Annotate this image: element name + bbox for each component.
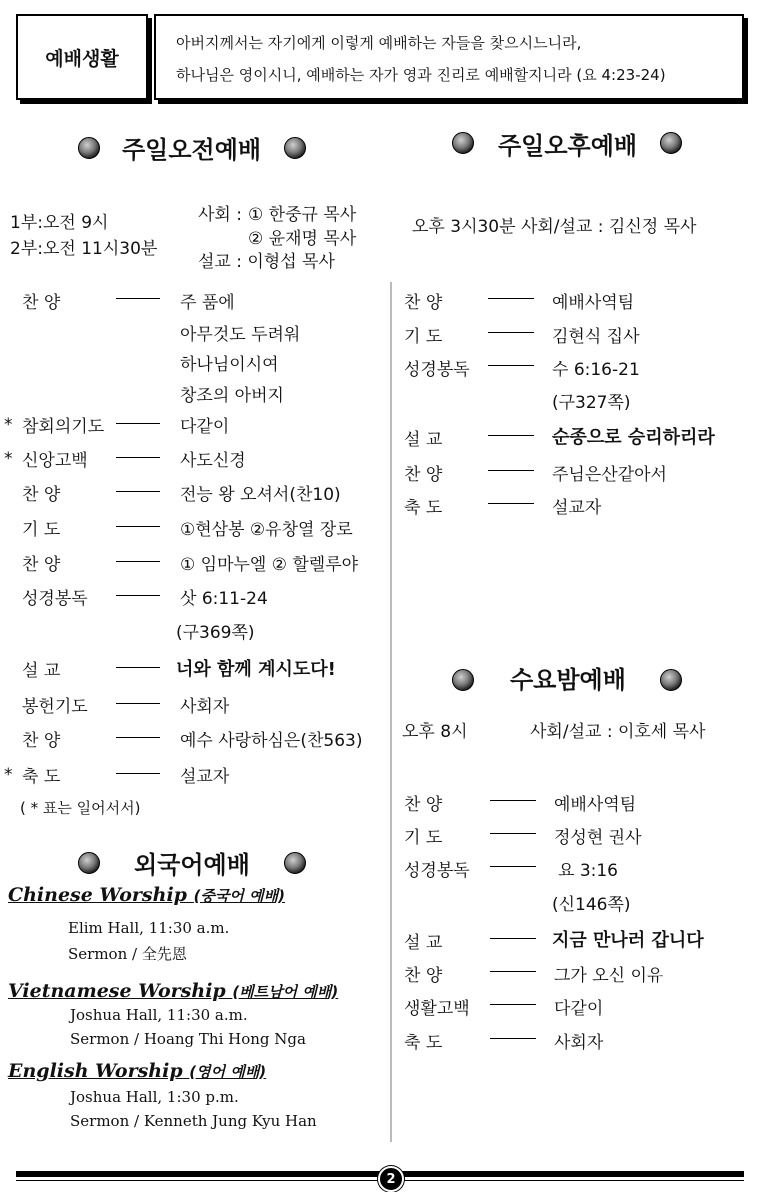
worship-name: English Worship <box>8 1060 183 1082</box>
order-dash <box>490 1004 536 1005</box>
preacher: 설교 : 이형섭 목사 <box>198 252 335 272</box>
bullet-ball-icon <box>452 669 474 691</box>
order-label: 설 교 <box>404 430 443 450</box>
order-value: (구369쪽) <box>176 623 255 643</box>
order-dash <box>116 561 160 562</box>
worship-name: Chinese Worship <box>8 884 187 906</box>
order-value: 사회자 <box>180 697 230 717</box>
order-value: 예수 사랑하심은(찬563) <box>180 731 363 751</box>
order-value: 사회자 <box>554 1033 604 1053</box>
order-label: 찬 양 <box>22 293 61 313</box>
order-dash <box>488 470 534 471</box>
order-label: 설 교 <box>404 933 443 953</box>
order-dash <box>116 773 160 774</box>
column-divider <box>390 282 392 1142</box>
sermon-title: 너와 함께 계시도다! <box>176 659 336 680</box>
bullet-ball-icon <box>284 137 306 159</box>
order-value: 요 3:16 <box>558 861 619 881</box>
worship-preacher: Sermon / Kenneth Jung Kyu Han <box>70 1112 317 1130</box>
standing-note: ( * 표는 일어서서) <box>20 799 141 817</box>
order-label: 찬 양 <box>22 731 61 751</box>
presider-2: ② 윤재명 목사 <box>248 229 357 249</box>
order-star: * <box>4 449 13 469</box>
worship-heading <box>8 980 338 1002</box>
order-label: 성경봉독 <box>404 861 470 881</box>
service-time-1: 1부:오전 9시 <box>10 213 109 233</box>
order-dash <box>488 503 534 504</box>
worship-location: Joshua Hall, 11:30 a.m. <box>70 1006 248 1024</box>
bullet-ball-icon <box>452 132 474 154</box>
bullet-ball-icon <box>660 669 682 691</box>
order-dash <box>490 866 536 867</box>
order-dash <box>116 667 160 668</box>
order-value: 김현식 집사 <box>552 327 640 347</box>
order-value: 주님은산같아서 <box>552 465 667 485</box>
order-value: 예배사역팀 <box>554 795 637 815</box>
order-dash <box>116 298 160 299</box>
order-label: 신앙고백 <box>22 451 88 471</box>
order-label: 봉헌기도 <box>22 697 88 717</box>
section-label: 예배생활 <box>16 14 148 100</box>
page-number: 2 <box>378 1166 404 1192</box>
order-value: ①현삼봉 ②유창열 장로 <box>180 520 353 540</box>
worship-location: Joshua Hall, 1:30 p.m. <box>70 1088 239 1106</box>
order-value: 하나님이시여 <box>180 355 279 375</box>
order-dash <box>116 526 160 527</box>
order-dash <box>490 833 536 834</box>
bullet-ball-icon <box>284 852 306 874</box>
wednesday-title: 수요밤예배 <box>510 666 626 694</box>
scripture-box <box>154 14 744 100</box>
order-value: 사도신경 <box>180 451 246 471</box>
order-dash <box>116 457 160 458</box>
order-label: 찬 양 <box>404 966 443 986</box>
order-value: 주 품에 <box>180 293 235 313</box>
order-value: 아무것도 두려워 <box>180 325 301 345</box>
order-dash <box>488 365 534 366</box>
order-dash <box>116 703 160 704</box>
bullet-ball-icon <box>78 852 100 874</box>
foreign-worship-title: 외국어예배 <box>134 851 250 879</box>
order-value: 삿 6:11-24 <box>180 589 268 609</box>
order-value: 다같이 <box>554 999 604 1019</box>
presider-1: ① 한중규 목사 <box>248 205 357 225</box>
order-value: 설교자 <box>552 498 602 518</box>
order-label: 축 도 <box>404 498 443 518</box>
order-value: 전능 왕 오셔서(찬10) <box>180 485 341 505</box>
bullet-ball-icon <box>660 132 682 154</box>
worship-sub: (중국어 예배) <box>193 887 285 905</box>
order-label: 찬 양 <box>404 795 443 815</box>
sermon-title: 지금 만나러 갑니다 <box>552 930 704 951</box>
order-value: ① 임마누엘 ② 할렐루야 <box>180 555 359 575</box>
order-star: * <box>4 765 13 785</box>
order-dash <box>116 595 160 596</box>
order-label: 기 도 <box>404 327 443 347</box>
wednesday-presider: 사회/설교 : 이호세 목사 <box>530 722 706 742</box>
order-dash <box>488 435 534 436</box>
order-value: 설교자 <box>180 767 230 787</box>
order-label: 기 도 <box>22 520 61 540</box>
order-dash <box>490 800 536 801</box>
order-value: 정성현 권사 <box>554 828 642 848</box>
order-star: * <box>4 415 13 435</box>
order-value: 창조의 아버지 <box>180 386 284 406</box>
wednesday-time: 오후 8시 <box>402 722 468 742</box>
sunday-afternoon-title: 주일오후예배 <box>498 132 638 160</box>
order-dash <box>490 938 536 939</box>
worship-preacher: Sermon / Hoang Thi Hong Nga <box>70 1030 306 1048</box>
order-dash <box>490 971 536 972</box>
bullet-ball-icon <box>78 137 100 159</box>
order-label: 생활고백 <box>404 999 470 1019</box>
order-value: 수 6:16-21 <box>552 360 640 380</box>
order-dash <box>488 332 534 333</box>
worship-sub: (베트남어 예배) <box>232 983 339 1001</box>
order-label: 찬 양 <box>22 485 61 505</box>
worship-name: Vietnamese Worship <box>8 980 226 1002</box>
afternoon-info: 오후 3시30분 사회/설교 : 김신정 목사 <box>412 217 697 237</box>
order-label: 참회의기도 <box>22 417 105 437</box>
service-time-2: 2부:오전 11시30분 <box>10 239 158 259</box>
worship-heading <box>8 884 285 906</box>
worship-preacher: Sermon / 全先恩 <box>68 945 187 963</box>
worship-heading <box>8 1060 266 1082</box>
scripture-line-1: 아버지께서는 자기에게 이렇게 예배하는 자들을 찾으시느니라, <box>176 34 582 52</box>
presider-label: 사회 : <box>198 205 242 225</box>
scripture-line-2: 하나님은 영이시니, 예배하는 자가 영과 진리로 예배할지니라 (요 4:23-24) <box>176 66 666 84</box>
order-label: 축 도 <box>22 767 61 787</box>
sunday-morning-title: 주일오전예배 <box>122 136 262 164</box>
order-label: 찬 양 <box>404 465 443 485</box>
order-dash <box>490 1038 536 1039</box>
order-label: 찬 양 <box>404 293 443 313</box>
order-value: (구327쪽) <box>552 393 631 413</box>
order-label: 성경봉독 <box>404 360 470 380</box>
worship-sub: (영어 예배) <box>189 1063 267 1081</box>
worship-location: Elim Hall, 11:30 a.m. <box>68 919 230 937</box>
order-dash <box>116 737 160 738</box>
order-label: 축 도 <box>404 1033 443 1053</box>
order-label: 기 도 <box>404 828 443 848</box>
order-label: 성경봉독 <box>22 589 88 609</box>
order-value: 다같이 <box>180 417 230 437</box>
order-label: 찬 양 <box>22 555 61 575</box>
order-dash <box>116 491 160 492</box>
order-value: 예배사역팀 <box>552 293 635 313</box>
order-value: 그가 오신 이유 <box>554 966 664 986</box>
order-value: (신146쪽) <box>552 895 631 915</box>
order-dash <box>488 298 534 299</box>
order-dash <box>116 423 160 424</box>
order-label: 설 교 <box>22 661 61 681</box>
sermon-title: 순종으로 승리하리라 <box>552 427 715 448</box>
